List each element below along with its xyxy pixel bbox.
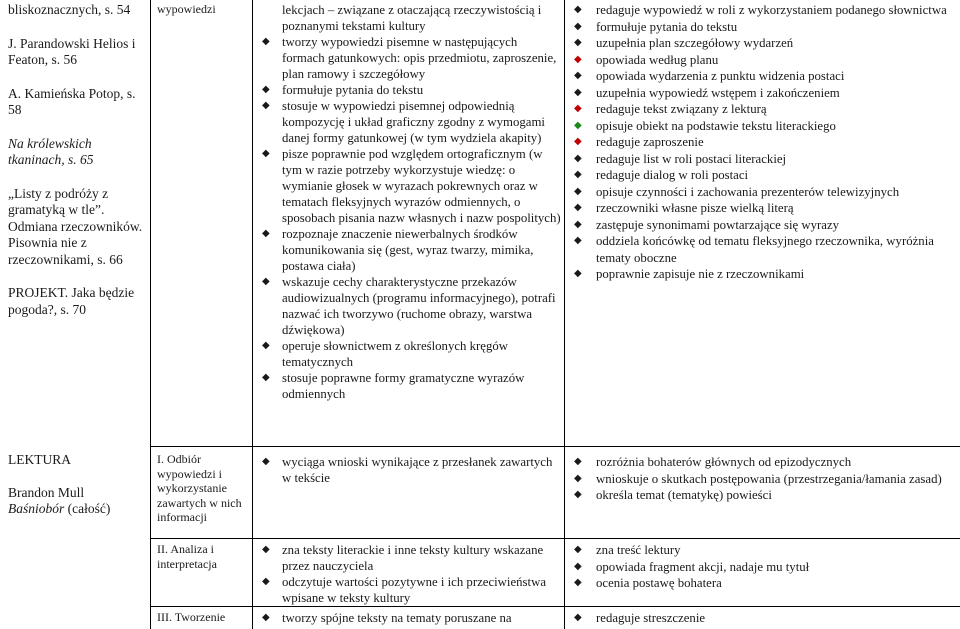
basic-requirements-list [262,34,562,402]
lektura-title-line [8,501,148,518]
list-item: ◆ stosuje w wypowiedzi pisemnej odpowiednią kompozycję i układ graficzny zgodny z wymogami danej formy gatunkowej (w tym wydziela akapity) [262,98,562,146]
topic-item: „Listy z podróży z gramatyką w tle”. Odmiana rzeczowników. Pisownia nie z rzeczownikami, s. 66 [8,185,143,267]
list-item: ◆ opowiada według planu [574,52,956,69]
list-item: ◆ redaguje list w roli postaci literackiej [574,151,956,168]
list-item: ◆ tworzy spójne teksty na tematy poruszane na [262,610,562,626]
list-item: ◆ redaguje tekst związany z lekturą [574,101,956,118]
list-item: ◆ poprawnie zapisuje nie z rzeczownikami [574,266,956,283]
list-item: ◆ ocenia postawę bohatera [574,575,956,592]
requirements-basic-section-3 [262,610,562,626]
lesson-topics-column [8,2,148,318]
column-divider-2 [252,0,253,629]
list-item: ◆ wskazuje cechy charakterystyczne przekazów audiowizualnych (programu informacyjnego), potrafi nazwać ich tworzywo (ruchome obrazy, warstwa dźwiękowa) [262,274,562,338]
topic-item: PROJEKT. Jaka będzie pogoda?, s. 70 [8,285,135,317]
section-label-3: III. Tworzenie [157,610,226,624]
row-divider-1 [150,446,960,447]
requirements-basic-section-2 [262,542,562,606]
list-item: ◆ redaguje zaproszenie [574,134,956,151]
list-item: ◆ wyciąga wnioski wynikające z przesłanek zawartych w tekście [262,454,562,486]
list-item: ◆ redaguje dialog w roli postaci [574,167,956,184]
list-item: ◆ zastępuje synonimami powtarzające się wyrazy [574,217,956,234]
list-item: ◆ uzupełnia plan szczegółowy wydarzeń [574,35,956,52]
section-label-2: II. Analiza i interpretacja [157,542,217,571]
lektura-block [8,452,148,518]
column-divider-3 [564,0,565,629]
section-label-top: wypowiedzi [157,2,216,16]
list-item: ◆ rozróżnia bohaterów głównych od epizodycznych [574,454,956,471]
list-item: ◆ opowiada fragment akcji, nadaje mu tytuł [574,559,956,576]
topic-item: A. Kamieńska Potop, s. 58 [8,85,136,117]
list-item: ◆ opisuje obiekt na podstawie tekstu literackiego [574,118,956,135]
extended-requirements-list [574,2,956,283]
list-item: ◆ wnioskuje o skutkach postępowania (przestrzegania/łamania zasad) [574,471,956,488]
list-item: ◆ stosuje poprawne formy gramatyczne wyrazów odmiennych [262,370,562,402]
list-item: ◆ tworzy wypowiedzi pisemne w następujących formach gatunkowych: opis przedmiotu, zaproszenie, plan ramowy i szczegółowy [262,34,562,82]
list-item: ◆ opisuje czynności i zachowania prezenterów telewizyjnych [574,184,956,201]
list-item: ◆ uzupełnia wypowiedź wstępem i zakończeniem [574,85,956,102]
requirements-basic-column [262,2,562,402]
list-item: ◆ formułuje pytania do tekstu [262,82,562,98]
lektura-title: Baśniobór [8,501,65,516]
list-item: ◆ redaguje wypowiedź w roli z wykorzystaniem podanego słownictwa [574,2,956,19]
list-item: ◆ redaguje streszczenie [574,610,956,627]
list-item: ◆ zna treść lektury [574,542,956,559]
section-label-1: I. Odbiór wypowiedzi i wykorzystanie zawartych w nich informacji [157,452,242,524]
requirements-extended-section-1 [574,454,956,504]
requirements-extended-column [574,2,956,283]
column-divider-1 [150,0,151,629]
list-item: ◆ określa temat (tematykę) powieści [574,487,956,504]
list-item: ◆ formułuje pytania do tekstu [574,19,956,36]
row-divider-2 [150,538,960,539]
list-item: ◆ rozpoznaje znaczenie niewerbalnych środków komunikowania się (gest, wyraz twarzy, mimika, postawa ciała) [262,226,562,274]
lektura-heading: LEKTURA [8,452,71,467]
list-item: ◆ opowiada wydarzenia z punktu widzenia postaci [574,68,956,85]
requirements-extended-section-3 [574,610,956,627]
row-divider-3 [150,606,960,607]
list-item: ◆ operuje słownictwem z określonych kręgów tematycznych [262,338,562,370]
list-item: ◆ odczytuje wartości pozytywne i ich przeciwieństwa wpisane w teksty kultury [262,574,562,606]
topic-item: bliskoznacznych, s. 54 [8,2,131,17]
intro-text: lekcjach – związane z otaczającą rzeczywistością i poznanymi tekstami kultury [282,3,542,33]
topic-item: Na królewskich tkaninach, s. 65 [8,135,94,167]
list-item: ◆ oddziela końcówkę od tematu fleksyjnego rzeczownika, wyróżnia tematy oboczne [574,233,956,266]
requirements-extended-section-2 [574,542,956,592]
lektura-suffix: (całość) [64,501,111,516]
list-item: ◆ rzeczowniki własne pisze wielką literą [574,200,956,217]
list-item: ◆ pisze poprawnie pod względem ortograficznym (w tym w razie potrzeby wykorzystuje wiedzę: o wymianie głosek w wyrazach pokrewnych oraz w tematach fleksyjnych wyrazów odmiennych, o sposobach pisania nazw własnych i nazw pospolitych) [262,146,562,226]
lektura-author: Brandon Mull [8,484,85,500]
list-item: ◆ zna teksty literackie i inne teksty kultury wskazane przez nauczyciela [262,542,562,574]
topic-item: J. Parandowski Helios i Featon, s. 56 [8,35,136,67]
requirements-basic-section-1 [262,454,562,486]
